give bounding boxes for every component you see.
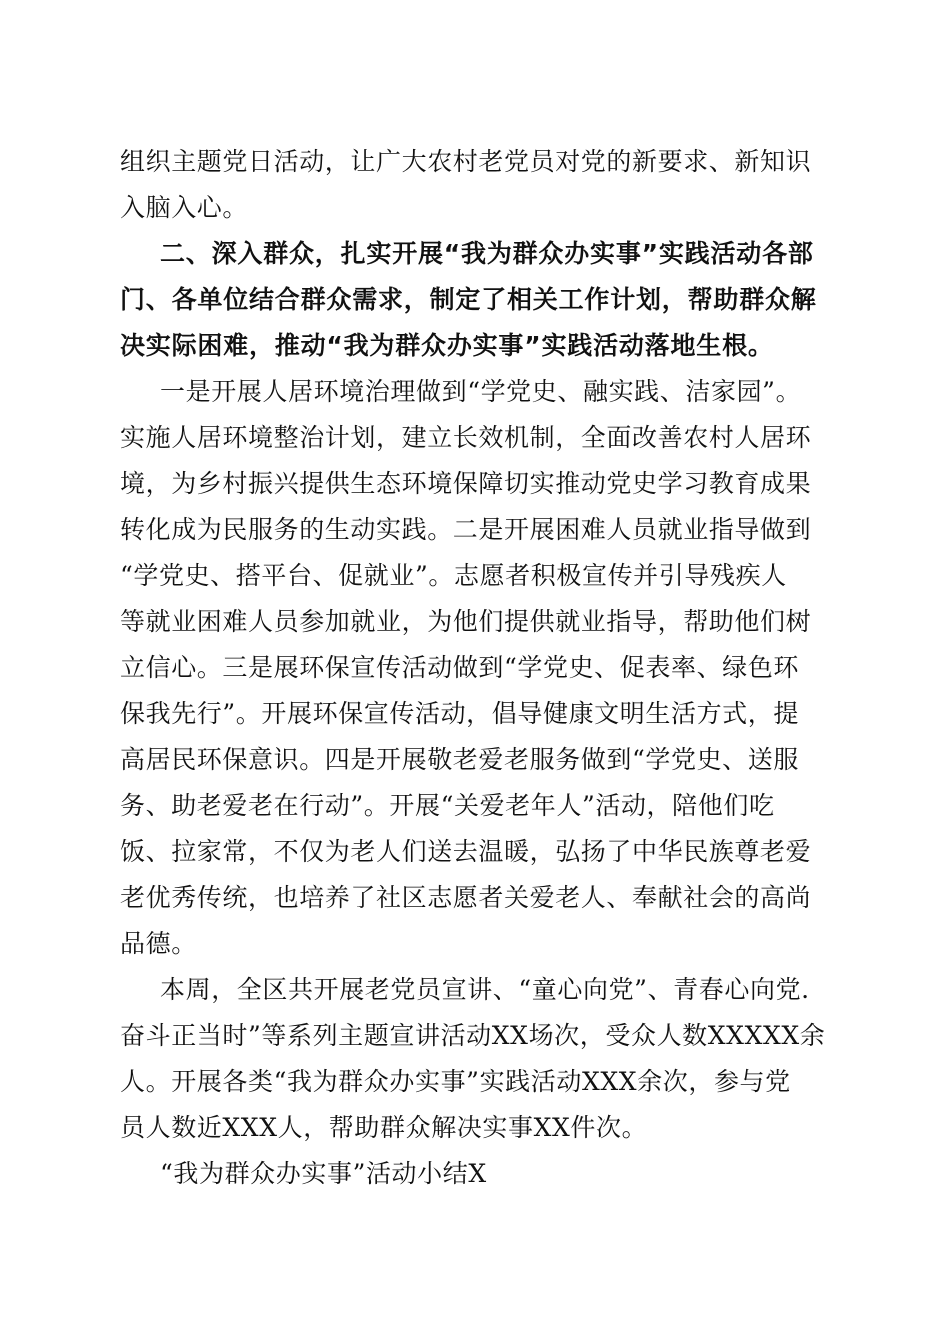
text-line: 等就业困难人员参加就业，为他们提供就业指导，帮助他们树: [120, 607, 812, 636]
text-line: 入脑入心。: [120, 193, 249, 222]
text-line: 立信心。三是展环保宣传活动做到“学党史、促表率、绿色环: [120, 653, 799, 682]
text-line: 员人数近XXX人，帮助群众解决实事XX件次。: [120, 1113, 648, 1142]
text-line: 实施人居环境整治计划，建立长效机制，全面改善农村人居环: [120, 423, 812, 452]
text-line: “学党史、搭平台、促就业”。志愿者积极宣传并引导残疾人: [120, 561, 787, 590]
text-line: 老优秀传统，也培养了社区志愿者关爱老人、奉献社会的高尚: [120, 883, 812, 912]
text-line: 奋斗正当时”等系列主题宣讲活动XX场次，受众人数XXXXX余: [120, 1021, 826, 1050]
text-line: 饭、拉家常，不仅为老人们送去温暖，弘扬了中华民族尊老爱: [120, 837, 812, 866]
text-line: 本周，全区共开展老党员宣讲、“童心向党”、青春心向党.: [160, 975, 810, 1004]
section-heading: 二、深入群众，扎实开展“我为群众办实事”实践活动各部: [160, 239, 814, 268]
document-footer-title: “我为群众办实事”活动小结X: [160, 1159, 487, 1188]
section-heading: 决实际困难，推动“我为群众办实事”实践活动落地生根。: [120, 331, 774, 360]
text-line: 境，为乡村振兴提供生态环境保障切实推动党史学习教育成果: [120, 469, 812, 498]
text-line: 高居民环保意识。四是开展敬老爱老服务做到“学党史、送服: [120, 745, 799, 774]
text-line: 人。开展各类“我为群众办实事”实践活动XXX余次，参与党: [120, 1067, 791, 1096]
text-line: 保我先行”。开展环保宣传活动，倡导健康文明生活方式，提: [120, 699, 799, 728]
text-line: 品德。: [120, 929, 197, 958]
text-line: 务、助老爱老在行动”。开展“关爱老年人”活动，陪他们吃: [120, 791, 775, 820]
section-heading: 门、各单位结合群众需求，制定了相关工作计划，帮助群众解: [120, 285, 817, 314]
text-line: 转化成为民服务的生动实践。二是开展困难人员就业指导做到: [120, 515, 812, 544]
text-line: 一是开展人居环境治理做到“学党史、融实践、洁家园”。: [160, 377, 802, 406]
text-line: 组织主题党日活动，让广大农村老党员对党的新要求、新知识: [120, 147, 812, 176]
